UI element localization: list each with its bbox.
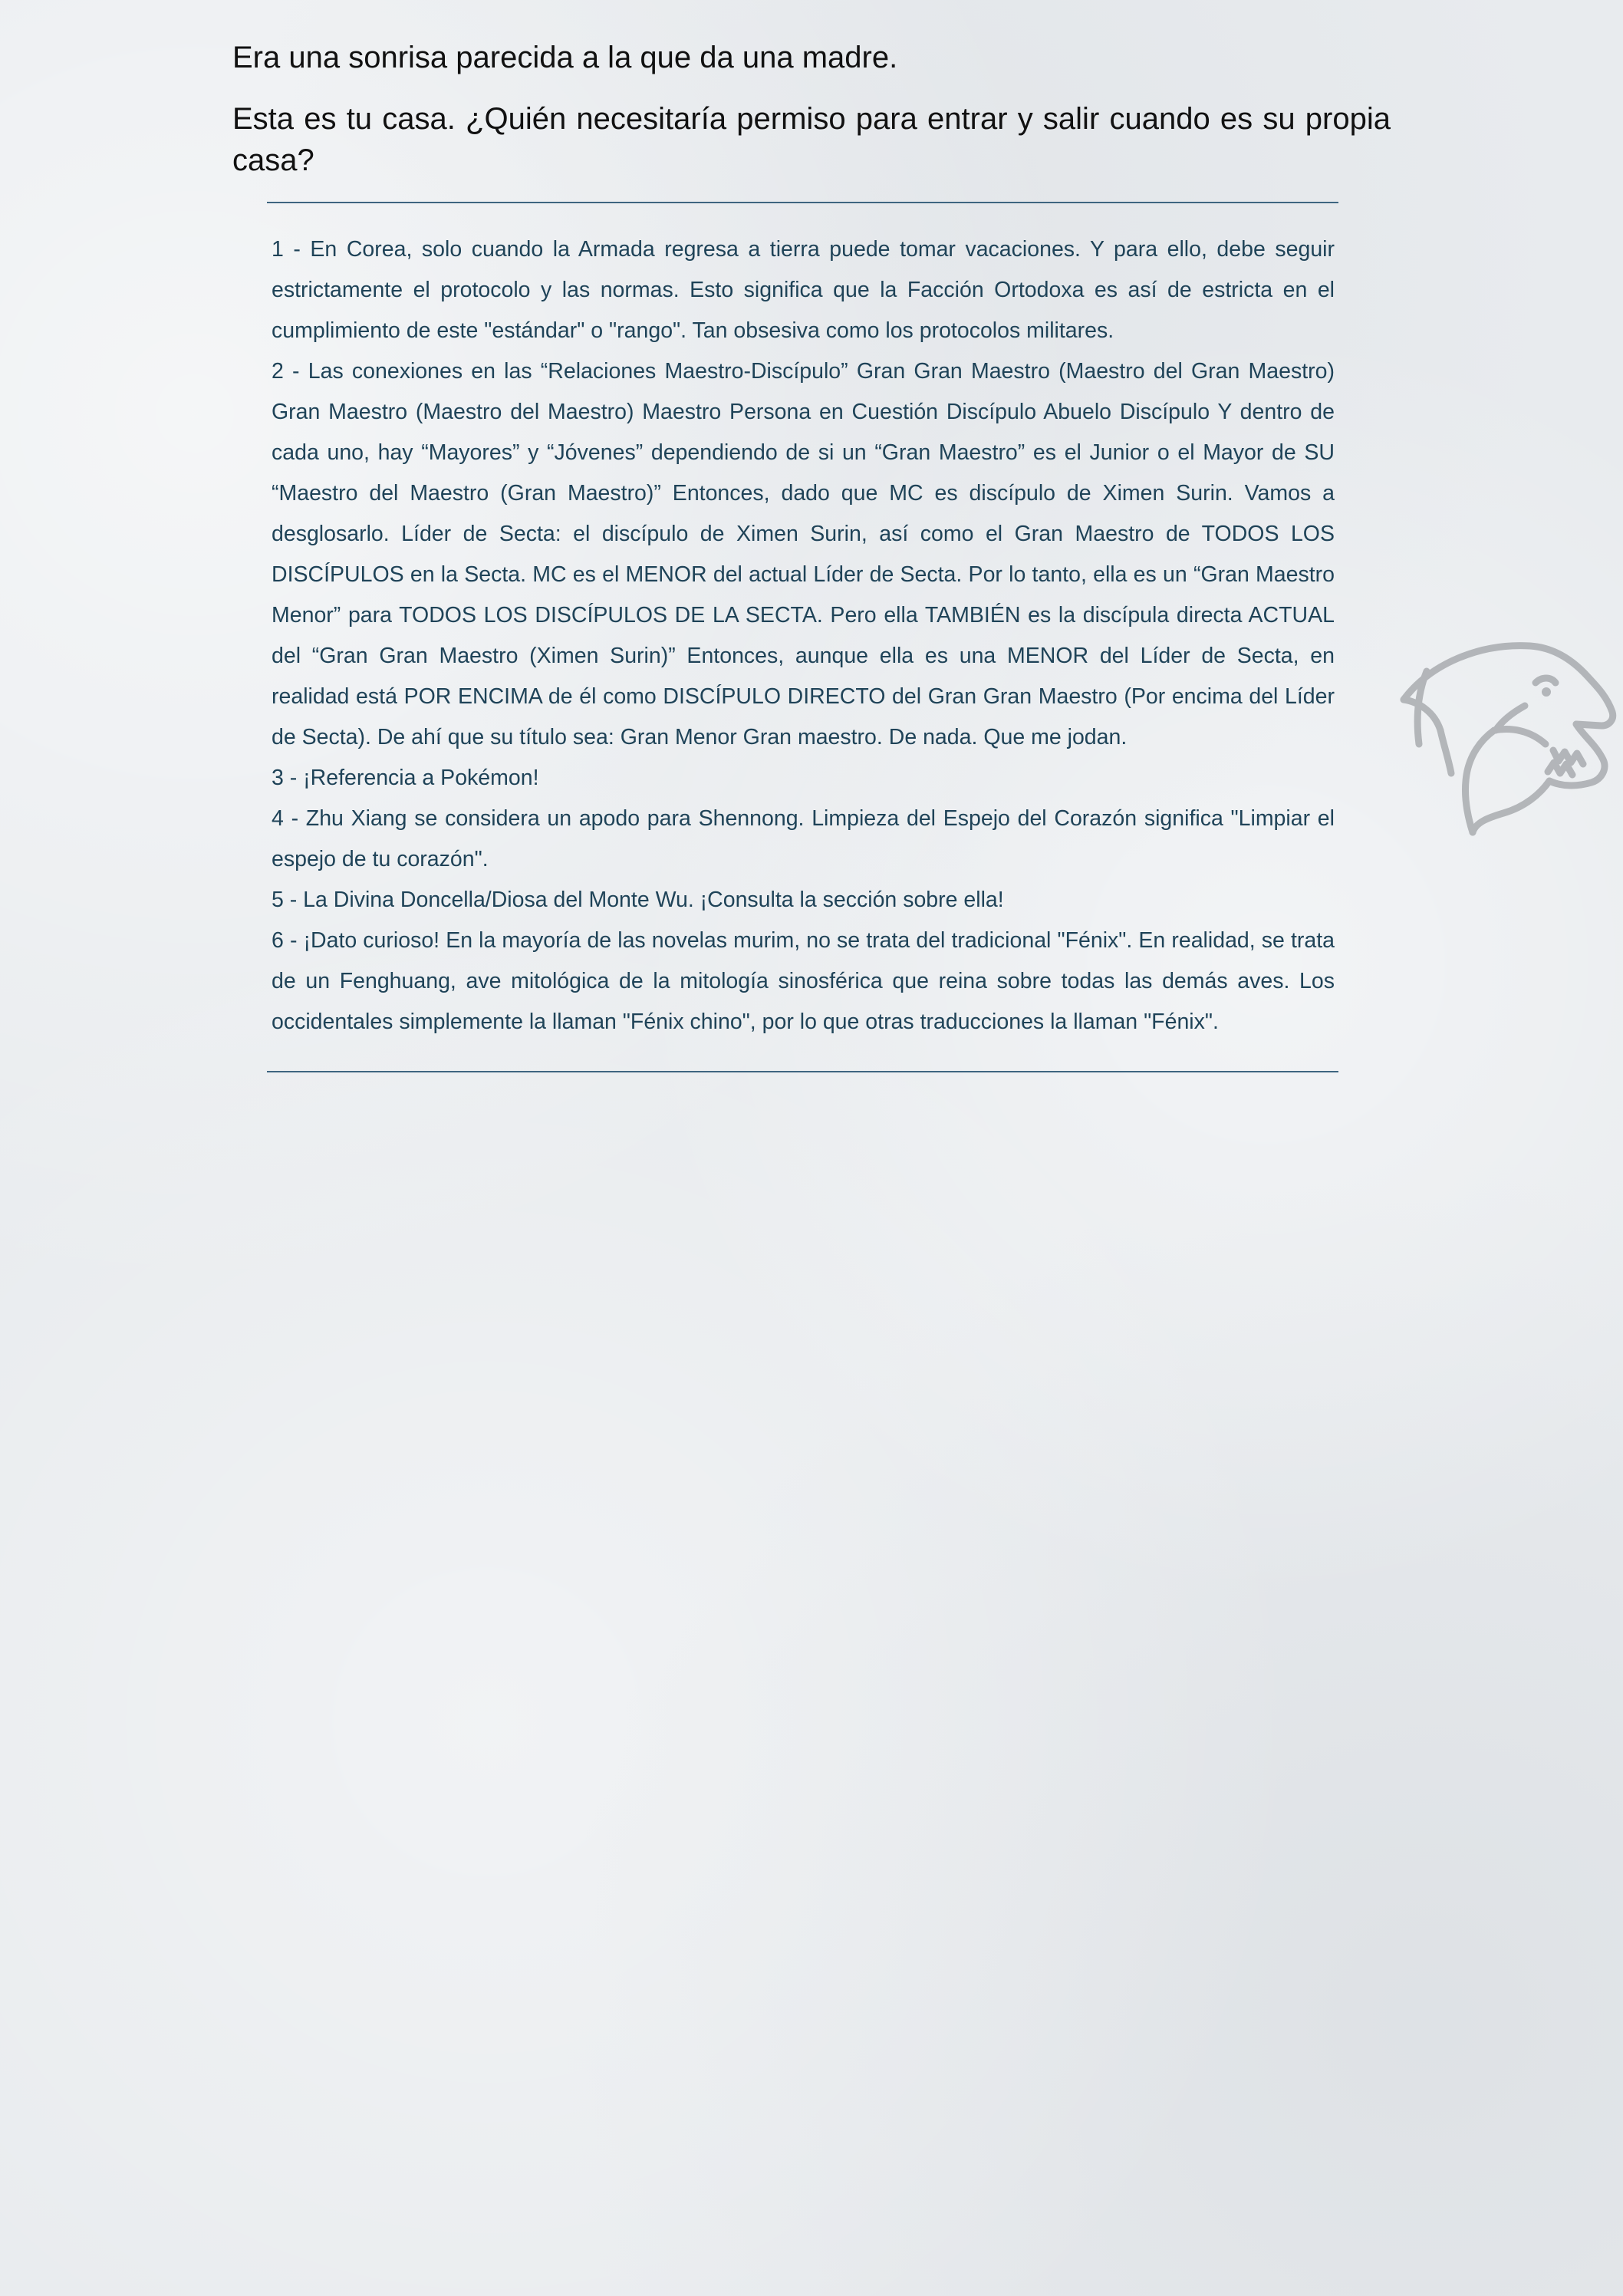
dinosaur-head-icon — [1396, 629, 1618, 836]
note-5: 5 - La Divina Doncella/Diosa del Monte Wu. ¡Consulta la sección sobre ella! — [272, 888, 1004, 912]
note-3: 3 - ¡Referencia a Pokémon! — [272, 766, 539, 790]
story-paragraph: Era una sonrisa parecida a la que da una madre. — [232, 41, 898, 74]
notes-bottom-divider — [267, 1071, 1338, 1072]
story-paragraph: Esta es tu casa. ¿Quién necesitaría permiso para entrar y salir cuando es su propia casa? — [232, 102, 1391, 177]
notes-list — [267, 229, 1338, 1043]
translator-notes — [267, 202, 1338, 1072]
note-6: 6 - ¡Dato curioso! En la mayoría de las novelas murim, no se trata del tradicional "Fénix". En realidad, se trata de un Fenghuang, ave mitológica de la mitología sinosférica que reina sobre todas las demás aves. Los occidentales simplemente la llaman "Fénix chino", por lo que otras traducciones la llaman "Fénix". — [272, 928, 1335, 1034]
note-4: 4 - Zhu Xiang se considera un apodo para Shennong. Limpieza del Espejo del Corazón significa "Limpiar el espejo de tu corazón". — [272, 806, 1335, 871]
note-1: 1 - En Corea, solo cuando la Armada regresa a tierra puede tomar vacaciones. Y para ello, debe seguir estrictamente el protocolo y las normas. Esto significa que la Facción Ortodoxa es así de estricta en el cumplimiento de este "estándar" o "rango". Tan obsesiva como los protocolos militares. — [272, 237, 1335, 343]
note-2: 2 - Las conexiones en las “Relaciones Maestro-Discípulo” Gran Gran Maestro (Maestro del Gran Maestro) Gran Maestro (Maestro del Maestro) Maestro Persona en Cuestión Discípulo Abuelo Discípulo Y dentro de cada uno, hay “Mayores” y “Jóvenes” dependiendo de si un “Gran Maestro” es el Junior o el Mayor de SU “Maestro del Maestro (Gran Maestro)” Entonces, dado que MC es discípulo de Ximen Surin. Vamos a desglosarlo. Líder de Secta: el discípulo de Ximen Surin, así como el Gran Maestro de TODOS LOS DISCÍPULOS en la Secta. MC es el MENOR del actual Líder de Secta. Por lo tanto, ella es un “Gran Maestro Menor” para TODOS LOS DISCÍPULOS DE LA SECTA. Pero ella TAMBIÉN es la discípula directa ACTUAL del “Gran Gran Maestro (Ximen Surin)” Entonces, aunque ella es una MENOR del Líder de Secta, en realidad está POR ENCIMA de él como DISCÍPULO DIRECTO del Gran Gran Maestro (Por encima del Líder de Secta). De ahí que su título sea: Gran Menor Gran maestro. De nada. Que me jodan. — [272, 359, 1335, 749]
notes-top-divider — [267, 202, 1338, 203]
